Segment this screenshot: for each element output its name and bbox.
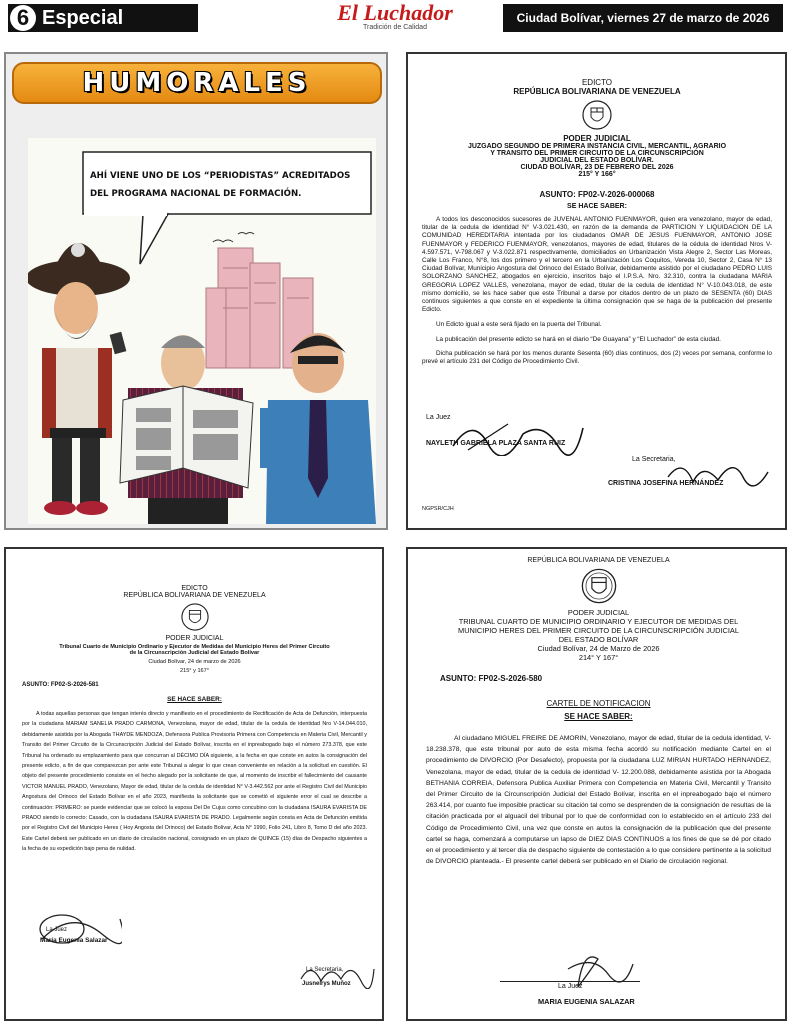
juzgado-line-1: JUZGADO SEGUNDO DE PRIMERA INSTANCIA CIVIL, MERCANTIL, AGRARIO xyxy=(467,143,727,150)
republica-heading: REPÚBLICA BOLIVARIANA DE VENEZUELA xyxy=(123,592,266,599)
logo-title: El Luchador xyxy=(337,0,453,25)
tribunal-line-2: de la Circunscripción Judicial del Estado Bolívar xyxy=(129,650,260,656)
secretaria-name: CRISTINA JOSEFINA HERNÁNDEZ xyxy=(608,480,724,487)
secretaria-name: Jusneirys Muñoz xyxy=(302,981,351,987)
tribunal-line-3: DEL ESTADO BOLÍVAR xyxy=(558,635,639,644)
humorales-banner xyxy=(12,62,382,104)
juez-signature xyxy=(448,416,588,456)
newspaper-logo[interactable] xyxy=(330,2,460,31)
coat-of-arms-icon xyxy=(181,602,209,632)
juez-label: La Juez xyxy=(558,983,583,990)
poder-judicial: PODER JUDICIAL xyxy=(165,635,224,642)
tribunal-line-2: MUNICIPIO HERES DEL PRIMER CIRCUITO DE LA CIRCUNSCRIPCIÓN JUDICIAL xyxy=(458,626,739,635)
cartel-date: Ciudad Bolívar, 24 de Marzo de 2026 xyxy=(537,644,660,653)
cartel-title: CARTEL DE NOTIFICACION xyxy=(546,699,651,708)
juez-name: NAYLETH GABRIELA PLAZA SANTA RUIZ xyxy=(426,440,566,447)
asunto-number: ASUNTO: FP02-S-2026-580 xyxy=(440,674,543,683)
page-header xyxy=(0,0,791,36)
page-number: 6 xyxy=(10,5,36,31)
edicto-date: Ciudad Bolívar, 24 de marzo de 2026 xyxy=(148,659,241,665)
edicto-heading: EDICTO xyxy=(581,78,613,87)
cartoon-illustration xyxy=(28,138,376,524)
coat-of-arms-icon xyxy=(582,99,612,131)
bubble-line-1: AHÍ VIENE UNO DE LOS “PERIODISTAS” ACREDITADOS xyxy=(90,171,351,181)
se-hace-saber: SE HACE SABER: xyxy=(564,712,633,721)
section-tab xyxy=(8,4,198,32)
cartel-paragraph-1: Al ciudadano MIGUEL FREIRE DE AMORIN, Venezolano, mayor de edad, titular de la cedula identidad, V- 18.238.378, que este tribunal por auto de esta misma fecha acordó su notificación mediante Cartel en el procedimiento de DIVORCIO (Por Desafecto), propuesta por la ciudadana LUZ MIRIAN HURTADO HERNANDEZ, Venezolana, mayor de edad, titular de la cedula de identidad V- 12.200.088, debidamente asistida por la Abogada BETHANIA CORREIA, Defensora Publica Auxiliar Primera con Competencia en Materia Civil, Mercantil y Transito del Primer Circuito de la Circunscripción Judicial del Estado Bolívar, inscrita en el inpreabogado bajo el número 263.414, por cuanto fue imposible practicar su citación tal como se desprenden de la consignación de resultas de la citación practicada por el alguacil del tribunal por lo que de conformidad con lo establecido en el artículo 233 del Código de Procedimiento Civil, una vez que conste en autos la consignación de la publicación que del presente cartel se haga, comenzará a computarse un lapso de DIEZ DIAS CONTINUOS a los fines de que se dé por citado en el procedimiento y al tercer día de despacho siguiente de contestación a lo que considere pertinente a la solicitud de DIVORCIO planteada.- El presente cartel deberá ser publicado en el Diario de circulación regional. xyxy=(426,735,771,866)
edicto-paragraph-3: La publicación del presente edicto se hará en el diario “De Guayana” y “El Luchador” de esta ciudad. xyxy=(436,336,721,344)
dateline: Ciudad Bolívar, viernes 27 de marzo de 2026 xyxy=(503,4,783,32)
initials: NGPSR/CJH xyxy=(422,506,454,512)
edicto-years: 215° Y 166° xyxy=(578,171,616,178)
asunto-number: ASUNTO: FP02-V-2026-000068 xyxy=(539,190,655,199)
secretaria-label: La Secretaria, xyxy=(632,456,676,463)
edicto-tribunal-cuarto xyxy=(4,547,384,1021)
juez-name: María Eugenia Salazar xyxy=(40,937,108,944)
juzgado-line-2: Y TRANSITO DEL PRIMER CIRCUITO DE LA CIRCUNSCRIPCIÓN xyxy=(490,150,704,157)
edicto-paragraph-4: Dicha publicación se hará por los menos durante Sesenta (60) días continuos, dos (2) veces por semana, conforme lo prevé el artículo 231 del Código de Procedimiento Civil. xyxy=(422,350,772,366)
cartel-years: 214° Y 167° xyxy=(578,653,619,662)
tribunal-line-1: TRIBUNAL CUARTO DE MUNICIPIO ORDINARIO Y EJECUTOR DE MEDIDAS DEL xyxy=(458,617,739,626)
edicto-paragraph-2: Un Edicto igual a este será fijado en la puerta del Tribunal. xyxy=(436,321,602,329)
edicto-years: 215° y 167° xyxy=(179,668,210,674)
se-hace-saber: SE HACE SABER: xyxy=(567,203,627,210)
edicto-paragraph-1: A todas aquellas personas que tengan interés directo y manifiesto en el procedimiento de Rectificación de Acta de Defunción, interpuesta por la ciudadana MARIAM SANELIA PRADO CARMONA, Venezolana, mayor de edad, titular de la cedula de identidad Nro V-14.044.010, debidamente asistida por la Abogada THAYDE MENDOZA, Defensora Publica Provisoria Primera con Competencia en Materia Civil, Mercantil y Transito del Primer Circuito de la Circunscripción Judicial del Estado Bolívar, inscrita en el inpreabogado bajo el número 273.378, que este Tribunal ha ordenado su emplazamiento para que concurran al DÉCIMO DÍA siguiente, a la fecha en que conste en autos la consignación del presente edicto, a fin de que comparezcan por ante este Tribunal a alegar lo que crean conveniente en relación a la solicitud en cuestión. El objeto del presente procedimiento consiste en el hecho alegado por la solicitante de que, al momento de inscribir el fallecimiento del causante VICTOR MANUEL PRADO, Venezolano, Mayor de edad, titular de la cedula de identidad N° V-3.442.562 por ante el Registro Civil del Municipio Angostura del Orinoco del Estado Bolívar en el año 2023, manifiesta la solicitante que se cometió el siguiente error el cual se describe a continuación: PRIMERO: se puede evidenciar que se colocó la esposa Del De Cujus como concubino con la ciudadana ISAURA EVARISTA DE PRADO siendo lo correcto: Casado, con la ciudadana ISAURA EVARISTA DE PRADO. Legalmente según consta en Acta de Defunción emitida por el Registro Civil del Municipio Heres ( Hoy Angosta del Orinoco) del Estado Bolívar, Acta N° 1990, Folio 241, Libro 8, Tomo D del año 2023. Este Cartel deberá ser publicado en un diario de circulación nacional, consignado en un plazo de QUINCE (15) días de Despacho siguientes a la fecha de su expedición bajo pena de nulidad. xyxy=(22,711,367,853)
juez-label: La Juez xyxy=(46,927,68,933)
speech-bubble xyxy=(83,152,371,214)
logo-tagline: Tradición de Calidad xyxy=(363,24,427,31)
bubble-line-2: DEL PROGRAMA NACIONAL DE FORMACIÓN. xyxy=(90,189,302,199)
republica-heading: REPÚBLICA BOLIVARIANA DE VENEZUELA xyxy=(513,87,681,96)
humorales-title: HUMORALES xyxy=(82,68,312,98)
poder-judicial: PODER JUDICIAL xyxy=(567,608,630,617)
signature-line xyxy=(500,981,640,982)
secretaria-label: La Secretaria, xyxy=(306,967,344,973)
asunto-number: ASUNTO: FP02-S-2026-581 xyxy=(22,682,99,688)
coat-of-arms-icon xyxy=(581,567,617,605)
juez-name: MARIA EUGENIA SALAZAR xyxy=(538,997,635,1006)
cartel-de-notificacion xyxy=(406,547,787,1021)
section-name: Especial xyxy=(42,6,124,29)
edicto-juzgado-segundo xyxy=(406,52,787,530)
pirate-character xyxy=(28,243,130,515)
juez-label: La Juez xyxy=(426,414,451,421)
edicto-paragraph-1: A todos los desconocidos sucesores de JUVENAL ANTONIO FUENMAYOR, quien era venezolano, mayor de edad, titular de la cedula de identidad N° V-3.021.430, en razón de la demanda de PARTICION Y LIQUIDACION DE LA COMUNIDAD HEREDITARIA intentada por los ciudadanos OMAR DE JESUS FUENMAYOR, ANTONIO JOSE FUENMAYOR y FEDERICO FUENMAYOR, venezolanos, mayores de edad, titulares de la cédula de identidad Nros V-4.597.571, V-798.067 y V-3.022.871 respectivamente, domiciliados en Urbanización Vista Alegre 2, Sector Las Moreas, Calle Los Franco, N°8, los dos primero y el tercero en la Urbanización Los Coquitos, Vereda 10, Sector 2, Casa N° 13 Ciudad Bolívar, Municipio Angostura del Orinoco del Estado Bolívar, debidamente asistido por el ciudadano PEDRO LUIS SOLORZANO SANCHEZ, abogados en ejercicio, inscritos bajo el I.P.S.A. Nro. 32.310, contra la ciudadana MARIA GREGORIA LOPEZ VALLES, venezolana, mayor de edad, titular de la cedula de identidad N° V-10.043.018, de este mismo domicilio, se les hace saber que este Tribunal a darse por citados dentro de un plazo de SESENTA (60) DIAS continuos siguientes a que conste en el expediente la última consignación que se haga de la publicación del presente Edicto. xyxy=(422,216,772,314)
edicto-heading: EDICTO xyxy=(181,585,208,592)
republica-heading: REPÚBLICA BOLIVARIANA DE VENEZUELA xyxy=(527,557,670,564)
edicto-date: CIUDAD BOLÍVAR, 23 DE FEBRERO DEL 2026 xyxy=(520,164,674,171)
humorales-panel xyxy=(4,52,388,530)
juzgado-line-3: JUDICIAL DEL ESTADO BOLÍVAR. xyxy=(540,157,654,164)
se-hace-saber: SE HACE SABER: xyxy=(167,696,222,703)
tribunal-line-1: Tribunal Cuarto de Municipio Ordinario y Ejecutor de Medidas del Municipio Heres del Primer Circuito xyxy=(59,644,330,650)
poder-judicial: PODER JUDICIAL xyxy=(563,134,631,143)
